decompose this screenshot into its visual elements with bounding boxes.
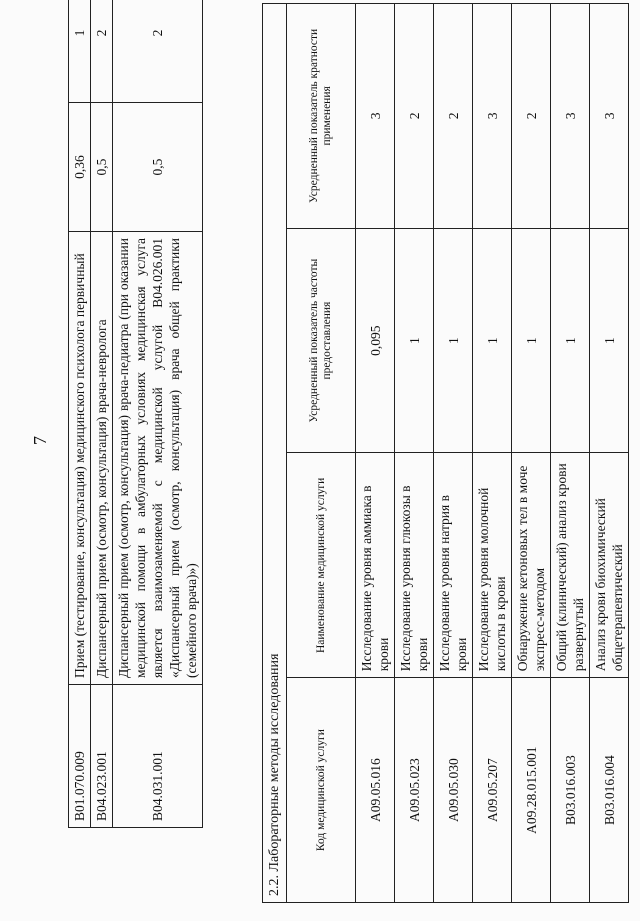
service-name: Диспансерный прием (осмотр, консультация) врача-педиатра (при оказании медицинской помощи в амбулаторных условиях медицинская услуга является взаимозаменяемой с медицинской услугой B04.026.001 «Диспансерный прием (осмотр, консультация) врача общей практики (семейного врача)»): [113, 232, 203, 685]
header-multiplicity: Усредненный показатель кратности применения: [287, 4, 356, 229]
service-name: Прием (тестирование, консультация) медицинского психолога первичный: [69, 232, 91, 685]
table-row: [113, 0, 203, 828]
section-title: 2.2. Лабораторные методы исследования: [263, 4, 287, 903]
page-number: 7: [30, 436, 50, 445]
frequency-value: 1: [395, 228, 434, 453]
service-code: A09.05.016: [356, 678, 395, 903]
table-row: [91, 0, 113, 828]
frequency-value: 0,36: [69, 103, 91, 232]
service-code: B01.070.009: [69, 685, 91, 828]
table-row: [473, 4, 512, 903]
multiplicity-value: 3: [356, 4, 395, 229]
multiplicity-value: 2: [91, 0, 113, 103]
service-code: B04.023.001: [91, 685, 113, 828]
header-code: Код медицинской услуги: [287, 678, 356, 903]
frequency-value: 1: [512, 228, 551, 453]
multiplicity-value: 3: [590, 4, 629, 229]
multiplicity-value: 2: [113, 0, 203, 103]
table-row: [395, 4, 434, 903]
table-row: [69, 0, 91, 828]
service-name: Исследование уровня натрия в крови: [434, 453, 473, 678]
service-name: Обнаружение кетоновых тел в моче экспресс-методом: [512, 453, 551, 678]
service-code: B03.016.003: [551, 678, 590, 903]
header-frequency: Усредненный показатель частоты предоставления: [287, 228, 356, 453]
frequency-value: 0,095: [356, 228, 395, 453]
frequency-value: 0,5: [91, 103, 113, 232]
service-code: A09.05.030: [434, 678, 473, 903]
service-name: Исследование уровня глюкозы в крови: [395, 453, 434, 678]
frequency-value: 1: [551, 228, 590, 453]
service-name: Анализ крови биохимический общетерапевтический: [590, 453, 629, 678]
table-row: [356, 4, 395, 903]
service-code: A09.05.207: [473, 678, 512, 903]
service-name: Исследование уровня аммиака в крови: [356, 453, 395, 678]
services-table-continued: [68, 0, 203, 828]
table-caption-row: [263, 4, 287, 903]
multiplicity-value: 2: [434, 4, 473, 229]
multiplicity-value: 3: [473, 4, 512, 229]
table-header-row: [287, 4, 356, 903]
service-code: A09.05.023: [395, 678, 434, 903]
table-row: [434, 4, 473, 903]
multiplicity-value: 1: [69, 0, 91, 103]
multiplicity-value: 2: [395, 4, 434, 229]
service-name: Исследование уровня молочной кислоты в крови: [473, 453, 512, 678]
frequency-value: 0,5: [113, 103, 203, 232]
table-row: [590, 4, 629, 903]
service-name: Общий (клинический) анализ крови развернутый: [551, 453, 590, 678]
frequency-value: 1: [473, 228, 512, 453]
table-row: [512, 4, 551, 903]
service-code: B03.016.004: [590, 678, 629, 903]
laboratory-methods-table: [262, 3, 629, 903]
service-name: Диспансерный прием (осмотр, консультация) врача-невролога: [91, 232, 113, 685]
header-name: Наименование медицинской услуги: [287, 453, 356, 678]
table-row: [551, 4, 590, 903]
multiplicity-value: 2: [512, 4, 551, 229]
frequency-value: 1: [590, 228, 629, 453]
service-code: B04.031.001: [113, 685, 203, 828]
frequency-value: 1: [434, 228, 473, 453]
multiplicity-value: 3: [551, 4, 590, 229]
service-code: A09.28.015.001: [512, 678, 551, 903]
